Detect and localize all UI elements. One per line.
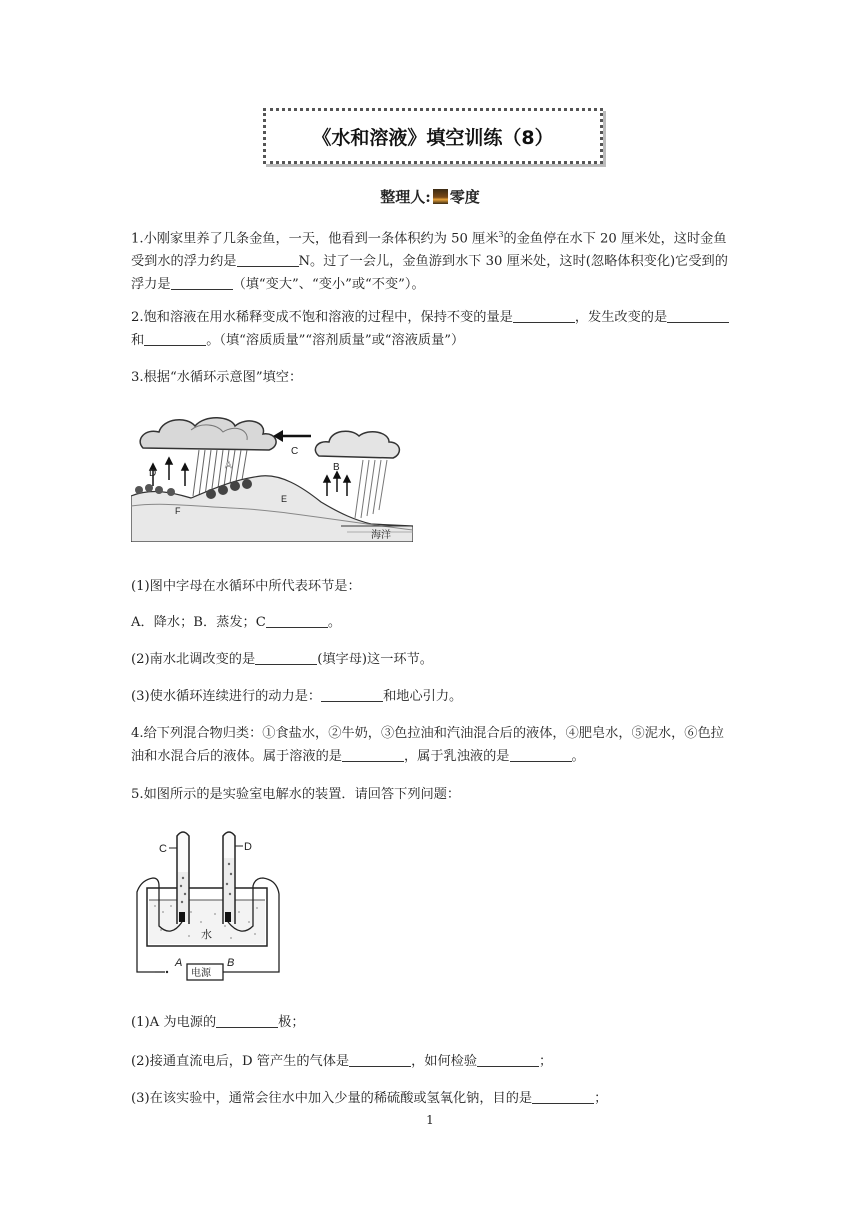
q5-s2a-text: (2)接通直流电后，D 管产生的气体是 — [131, 1054, 350, 1069]
q5-s2b-text: ，如何检验 — [411, 1054, 478, 1069]
question-5-s3 — [131, 1087, 731, 1110]
compiler-line — [0, 186, 860, 207]
question-2 — [131, 306, 731, 352]
question-1 — [131, 223, 731, 296]
label-b: B — [227, 957, 235, 969]
q1-superscript: 3 — [498, 230, 504, 239]
q1-text-c: N。过了一会儿，金鱼游到水下 30 厘米处，这时(忽略体积变化)它受到的浮力是 — [131, 254, 728, 293]
question-4 — [131, 722, 731, 768]
water-cycle-figure — [131, 410, 413, 542]
q3-blank-2[interactable] — [255, 649, 317, 665]
label-f: F — [175, 506, 181, 516]
q2-text-b: ，发生改变的是 — [574, 310, 668, 325]
label-c: C — [159, 843, 167, 855]
label-water: 水 — [201, 929, 212, 941]
label-power: 电源 — [191, 968, 211, 979]
q4-text-a: 4.给下列混合物归类：①食盐水，②牛奶，③色拉油和汽油混合后的液体，④肥皂水，⑤泥水，⑥色拉油和水混合后的液体。属于溶液的是 — [131, 726, 724, 764]
q5-blank-1[interactable] — [216, 1012, 278, 1028]
q3-s2a-text: (2)南水北调改变的是 — [131, 652, 256, 667]
q3-s2b-text: (填字母)这一环节。 — [317, 652, 433, 667]
q3-s3a-text: (3)使水循环连续进行的动力是： — [131, 689, 322, 704]
q5-s1a-text: (1)A 为电源的 — [131, 1015, 217, 1030]
q5-blank-4[interactable] — [532, 1088, 594, 1104]
q3-s3b-text: 和地心引力。 — [383, 689, 463, 704]
q4-blank-2[interactable] — [510, 746, 572, 762]
q5-s1b-text: 极； — [278, 1015, 305, 1030]
label-c: C — [291, 446, 299, 457]
question-5-s2 — [131, 1050, 731, 1073]
sunset-icon — [433, 189, 448, 204]
q1-text-d: （填“变大”、“变小”或“不变”）。 — [232, 277, 425, 293]
question-3-sub — [131, 575, 731, 598]
q5-s3a-text: (3)在该实验中，通常会往水中加入少量的稀硫酸或氢氧化钠，目的是 — [131, 1091, 533, 1106]
q5-intro: 5.如图所示的是实验室电解水的装置．请回答下列问题： — [131, 787, 461, 802]
q3-blank-1[interactable] — [266, 612, 328, 628]
q2-text-c: 和 — [131, 333, 145, 348]
q5-blank-3[interactable] — [477, 1051, 539, 1067]
q4-blank-1[interactable] — [342, 746, 404, 762]
q5-blank-2[interactable] — [349, 1051, 411, 1067]
label-e: E — [281, 494, 288, 504]
q4-text-b: ，属于乳浊液的是 — [404, 749, 510, 764]
label-a: A — [225, 460, 232, 471]
q3-blank-3[interactable] — [321, 686, 383, 702]
q1-text-a: 1.小刚家里养了几条金鱼，一天，他看到一条体积约为 50 厘米 — [131, 231, 499, 247]
question-5-s1 — [131, 1011, 731, 1034]
question-5-intro — [131, 783, 731, 806]
question-3-s1b — [131, 611, 731, 634]
q3-s1: (1)图中字母在水循环中所代表环节是： — [131, 579, 361, 594]
q2-blank-2[interactable] — [667, 307, 729, 323]
q2-text-a: 2.饱和溶液在用水稀释变成不饱和溶液的过程中，保持不变的量是 — [131, 310, 513, 325]
compiler-label: 整理人: — [380, 188, 431, 206]
label-sea: 海洋 — [371, 530, 391, 541]
question-3-intro — [131, 366, 731, 389]
label-b: B — [333, 462, 340, 473]
q4-text-c: 。 — [571, 749, 585, 764]
q2-blank-3[interactable] — [144, 330, 206, 346]
q3-s1b-text: A．降水；B．蒸发；C — [131, 615, 266, 630]
q3-s1c-text: 。 — [327, 615, 341, 630]
q2-blank-1[interactable] — [513, 307, 575, 323]
q3-intro: 3.根据“水循环示意图”填空： — [131, 370, 303, 385]
q1-text-b: 的金鱼停在水下 20 厘米处，这时金鱼受到水的浮力约是 — [131, 231, 727, 270]
label-d: D — [244, 841, 252, 853]
q2-text-d: 。（填“溶质质量”“溶剂质量”或“溶液质量”） — [206, 333, 465, 348]
question-3-s2 — [131, 648, 731, 671]
page-title: 《水和溶液》填空训练（8） — [312, 126, 554, 149]
q1-blank-1[interactable] — [237, 251, 299, 267]
label-a: A — [175, 957, 183, 969]
title-box — [263, 108, 603, 164]
q5-s2c-text: ； — [539, 1054, 553, 1069]
question-3-s3 — [131, 685, 731, 708]
q5-s3b-text: ； — [594, 1091, 608, 1106]
electrolysis-figure — [131, 826, 291, 988]
q1-blank-2[interactable] — [171, 274, 233, 290]
compiler-name: 零度 — [449, 188, 480, 206]
page-number: 1 — [426, 1113, 434, 1127]
label-d: D — [149, 468, 157, 479]
